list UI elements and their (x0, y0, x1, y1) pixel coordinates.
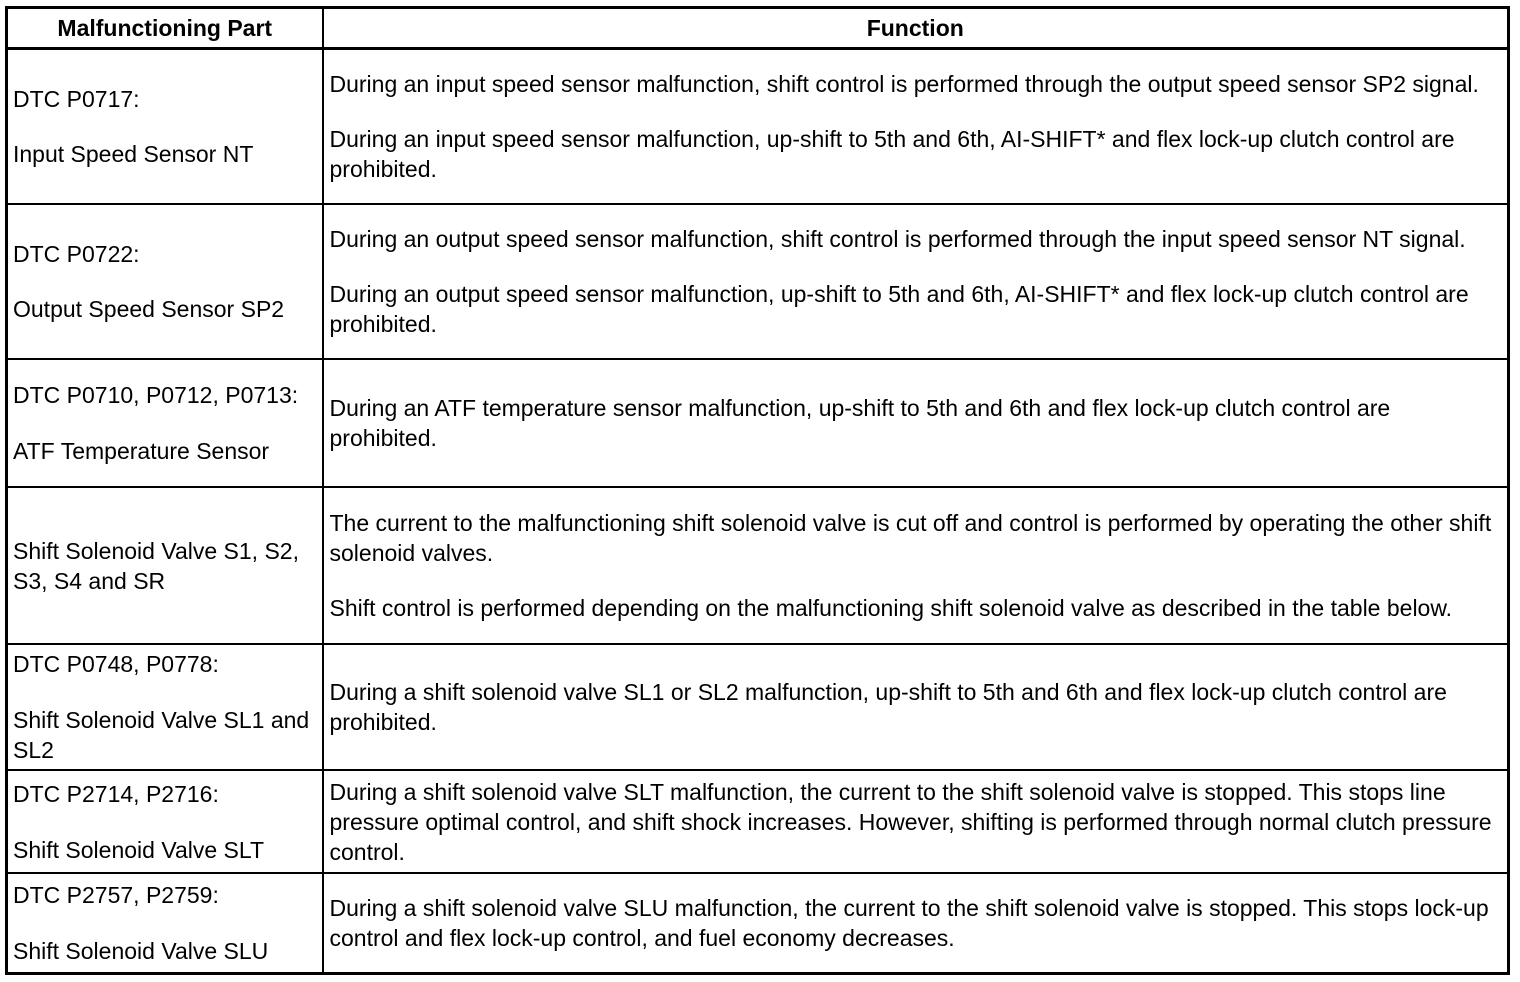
part-name: Shift Solenoid Valve S1, S2, S3, S4 and SR (13, 537, 299, 594)
table-row (7, 49, 1509, 205)
table-row (7, 487, 1509, 644)
part-dtc-code: DTC P2714, P2716: (13, 780, 219, 807)
part-cell (7, 359, 323, 487)
header-row (7, 8, 1509, 49)
table-row (7, 873, 1509, 974)
part-cell (7, 49, 323, 205)
function-text: The current to the malfunctioning shift solenoid valve is cut off and control is performed by operating the other shift solenoid valves. (329, 510, 1492, 566)
function-text: During a shift solenoid valve SLU malfunction, the current to the shift solenoid valve is stopped. This stops lock-up control and flex lock-up control, and fuel economy decreases. (329, 895, 1489, 951)
part-name: ATF Temperature Sensor (13, 438, 270, 464)
header-function: Function (323, 8, 1509, 49)
function-cell (323, 359, 1509, 487)
part-name: Output Speed Sensor SP2 (13, 296, 285, 322)
function-text: During an ATF temperature sensor malfunction, up-shift to 5th and 6th and flex lock-up clutch control are prohibited. (329, 395, 1391, 451)
part-cell (7, 644, 323, 770)
malfunction-function-table (5, 6, 1510, 975)
function-cell (323, 644, 1509, 770)
function-cell (323, 770, 1509, 873)
function-text: During an output speed sensor malfunction, up-shift to 5th and 6th, AI-SHIFT* and flex lock-up clutch control are prohibited. (329, 281, 1469, 337)
function-cell (323, 49, 1509, 205)
part-name: Input Speed Sensor NT (13, 141, 254, 167)
function-text: During an output speed sensor malfunction, shift control is performed through the input speed sensor NT signal. (329, 226, 1466, 252)
function-text: Shift control is performed depending on the malfunctioning shift solenoid valve as described in the table below. (329, 595, 1453, 621)
table-row (7, 770, 1509, 873)
table-row (7, 359, 1509, 487)
part-name: Shift Solenoid Valve SLU (13, 938, 269, 964)
function-text: During an input speed sensor malfunction, shift control is performed through the output speed sensor SP2 signal. (329, 71, 1479, 97)
part-cell (7, 204, 323, 359)
part-cell (7, 770, 323, 873)
function-cell (323, 873, 1509, 974)
part-cell (7, 487, 323, 644)
part-dtc-code: DTC P0717: (13, 86, 140, 112)
part-dtc-code: DTC P0722: (13, 241, 140, 267)
table-row (7, 644, 1509, 770)
function-text: During a shift solenoid valve SL1 or SL2 malfunction, up-shift to 5th and 6th and flex lock-up clutch control are prohibited. (329, 679, 1447, 735)
function-text: During a shift solenoid valve SLT malfunction, the current to the shift solenoid valve is stopped. This stops line pressure optimal control, and shift shock increases. However, shifting is performed through normal clutch pressure control. (329, 778, 1492, 865)
part-dtc-code: DTC P0710, P0712, P0713: (13, 382, 299, 408)
table-row (7, 204, 1509, 359)
header-malfunctioning-part: Malfunctioning Part (7, 8, 323, 49)
function-cell (323, 204, 1509, 359)
part-dtc-code: DTC P0748, P0778: (13, 651, 219, 677)
part-name: Shift Solenoid Valve SLT (13, 836, 265, 863)
part-cell (7, 873, 323, 974)
function-text: During an input speed sensor malfunction, up-shift to 5th and 6th, AI-SHIFT* and flex lock-up clutch control are prohibited. (329, 126, 1455, 182)
part-name: Shift Solenoid Valve SL1 and SL2 (13, 707, 310, 763)
part-dtc-code: DTC P2757, P2759: (13, 882, 219, 908)
function-cell (323, 487, 1509, 644)
